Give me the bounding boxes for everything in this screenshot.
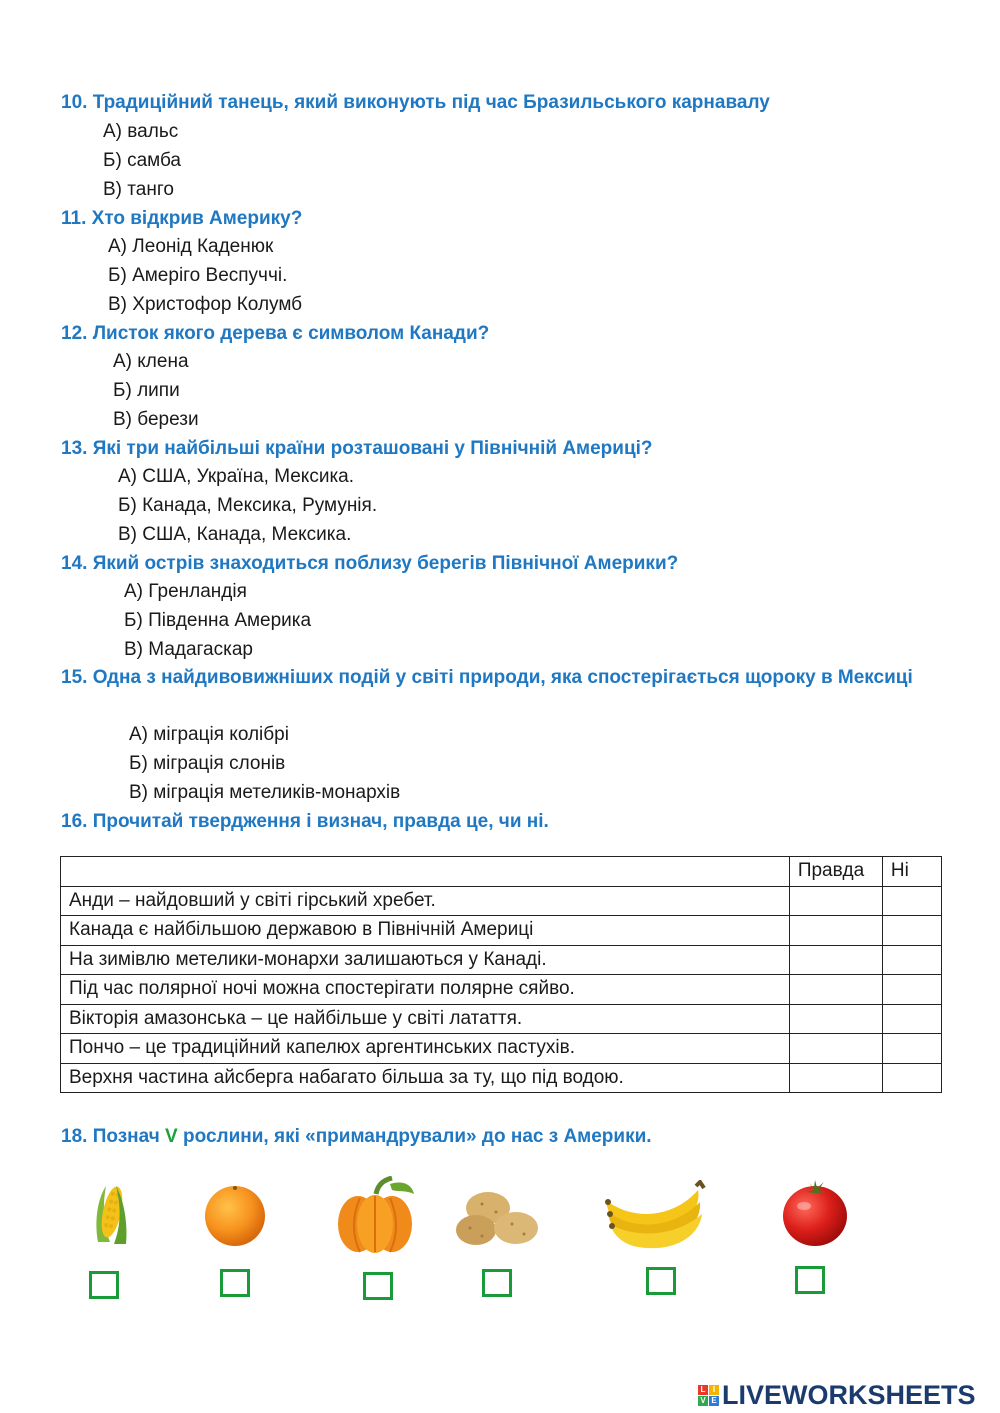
table-header-false: Ні xyxy=(882,857,941,887)
pumpkin-icon xyxy=(332,1176,418,1256)
question-13-option-a[interactable]: А) США, Україна, Мексика. xyxy=(118,466,355,487)
table-row xyxy=(61,945,942,975)
tomato-checkbox[interactable] xyxy=(795,1266,825,1294)
liveworksheets-wordmark: LIVEWORKSHEETS xyxy=(722,1380,976,1410)
question-13-option-c[interactable]: В) США, Канада, Мексика. xyxy=(118,524,352,545)
table-row xyxy=(61,1034,942,1064)
question-10-title: 10. Традиційний танець, який виконують під час Бразильського карнавалу xyxy=(61,92,770,113)
false-answer-cell[interactable] xyxy=(882,945,941,975)
false-answer-cell[interactable] xyxy=(882,1063,941,1093)
false-answer-cell[interactable] xyxy=(882,916,941,946)
question-11-title: 11. Хто відкрив Америку? xyxy=(61,208,303,229)
false-answer-cell[interactable] xyxy=(882,1034,941,1064)
statement-cell: На зимівлю метелики-монархи залишаються у Канаді. xyxy=(61,945,790,975)
question-10-option-a[interactable]: А) вальс xyxy=(103,121,179,142)
tomato-icon xyxy=(780,1176,850,1248)
corn-icon xyxy=(92,1180,132,1248)
logo-letter-l: L xyxy=(698,1385,708,1395)
question-15-option-a[interactable]: А) міграція колібрі xyxy=(129,724,289,745)
question-12-option-a[interactable]: А) клена xyxy=(113,351,189,372)
question-11-option-c[interactable]: В) Христофор Колумб xyxy=(108,294,303,315)
false-answer-cell[interactable] xyxy=(882,1004,941,1034)
question-15-option-c[interactable]: В) міграція метеликів-монархів xyxy=(129,782,401,803)
question-12-option-c[interactable]: В) берези xyxy=(113,409,199,430)
question-10-option-c[interactable]: В) танго xyxy=(103,179,174,200)
true-false-table xyxy=(60,856,942,1093)
statement-cell: Анди – найдовший у світі гірський хребет. xyxy=(61,886,790,916)
false-answer-cell[interactable] xyxy=(882,975,941,1005)
question-18-title-pre: 18. Познач xyxy=(61,1126,166,1147)
orange-checkbox[interactable] xyxy=(220,1269,250,1297)
question-16-title: 16. Прочитай твердження і визнач, правда це, чи ні. xyxy=(61,811,549,832)
corn-checkbox[interactable] xyxy=(89,1271,119,1299)
logo-letter-e: E xyxy=(709,1396,719,1406)
question-14-option-c[interactable]: В) Мадагаскар xyxy=(124,639,253,660)
logo-letter-i: I xyxy=(709,1385,719,1395)
true-answer-cell[interactable] xyxy=(789,945,882,975)
true-answer-cell[interactable] xyxy=(789,916,882,946)
question-14-title: 14. Який острів знаходиться поблизу берегів Північної Америки? xyxy=(61,553,679,574)
potato-icon xyxy=(452,1188,542,1252)
liveworksheets-brand xyxy=(698,1380,976,1411)
false-answer-cell[interactable] xyxy=(882,886,941,916)
true-answer-cell[interactable] xyxy=(789,886,882,916)
potato-checkbox[interactable] xyxy=(482,1269,512,1297)
table-header-true: Правда xyxy=(789,857,882,887)
logo-letter-v: V xyxy=(698,1396,708,1406)
table-header-statement xyxy=(61,857,790,887)
question-14-option-b[interactable]: Б) Південна Америка xyxy=(124,610,312,631)
question-12-option-b[interactable]: Б) липи xyxy=(113,380,180,401)
question-13-title: 13. Які три найбільші країни розташовані у Північній Америці? xyxy=(61,438,653,459)
question-12-title: 12. Листок якого дерева є символом Канади? xyxy=(61,323,490,344)
table-row xyxy=(61,1004,942,1034)
statement-cell: Верхня частина айсберга набагато більша за ту, що під водою. xyxy=(61,1063,790,1093)
table-row xyxy=(61,916,942,946)
table-header-row xyxy=(61,857,942,887)
statement-cell: Вікторія амазонська – це найбільше у світі латаття. xyxy=(61,1004,790,1034)
orange-icon xyxy=(202,1182,268,1248)
table-row xyxy=(61,1063,942,1093)
statement-cell: Під час полярної ночі можна спостерігати полярне сяйво. xyxy=(61,975,790,1005)
table-row xyxy=(61,975,942,1005)
true-answer-cell[interactable] xyxy=(789,1004,882,1034)
statement-cell: Канада є найбільшою державою в Північній Америці xyxy=(61,916,790,946)
banana-checkbox[interactable] xyxy=(646,1267,676,1295)
question-11-option-b[interactable]: Б) Амеріго Веспуччі. xyxy=(108,265,288,286)
true-answer-cell[interactable] xyxy=(789,975,882,1005)
question-18-title xyxy=(61,1124,652,1150)
question-18-title-v: V xyxy=(165,1126,178,1147)
banana-icon xyxy=(600,1180,712,1250)
true-answer-cell[interactable] xyxy=(789,1034,882,1064)
question-15-option-b[interactable]: Б) міграція слонів xyxy=(129,753,286,774)
question-15-title: 15. Одна з найдивовижніших подій у світі природи, яка спостерігається щороку в Мексиці xyxy=(61,667,913,688)
pumpkin-checkbox[interactable] xyxy=(363,1272,393,1300)
question-13-option-b[interactable]: Б) Канада, Мексика, Румунія. xyxy=(118,495,378,516)
true-answer-cell[interactable] xyxy=(789,1063,882,1093)
liveworksheets-logo-icon xyxy=(698,1385,719,1406)
statement-cell: Пончо – це традиційний капелюх аргентинських пастухів. xyxy=(61,1034,790,1064)
table-row xyxy=(61,886,942,916)
question-18-title-post: рослини, які «примандрували» до нас з Америки. xyxy=(177,1126,652,1147)
question-10-option-b[interactable]: Б) самба xyxy=(103,150,182,171)
question-14-option-a[interactable]: А) Гренландія xyxy=(124,581,247,602)
question-11-option-a[interactable]: А) Леонід Каденюк xyxy=(108,236,274,257)
